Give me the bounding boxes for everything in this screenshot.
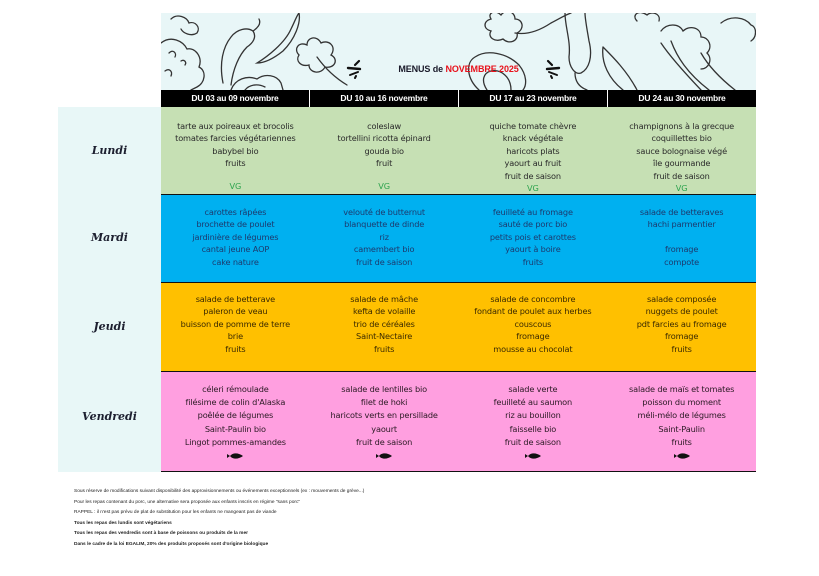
menu-cell bbox=[310, 107, 459, 194]
menu-item: poisson du moment bbox=[642, 397, 721, 408]
menu-item: riz bbox=[379, 231, 389, 242]
menu-cell bbox=[459, 283, 608, 371]
menu-item: jardinière de légumes bbox=[192, 231, 279, 242]
menu-item: salade composée bbox=[647, 294, 717, 304]
note-pork-alternative: Pour les repas contenant du porc, une alternative sera proposée aux enfants inscris en régime "sans porc" bbox=[74, 499, 301, 505]
menu-item: couscous bbox=[514, 318, 552, 329]
menu-item: tortellini ricotta épinard bbox=[337, 133, 431, 144]
day-labels-column bbox=[58, 107, 161, 472]
menu-item: babybel bio bbox=[212, 145, 259, 156]
menu-item: céleri rémoulade bbox=[202, 384, 269, 394]
menu-item: cake nature bbox=[211, 256, 259, 267]
menu-item: coquillettes bio bbox=[651, 133, 712, 144]
menu-item: mousse au chocolat bbox=[493, 343, 573, 354]
menu-item: camembert bio bbox=[353, 244, 415, 255]
menu-cell bbox=[310, 283, 459, 371]
menu-item: cantal jeune AOP bbox=[201, 244, 270, 255]
page-title bbox=[161, 64, 756, 74]
menu-cell bbox=[161, 107, 310, 194]
day-label-vendredi: Vendredi bbox=[82, 410, 137, 423]
menu-item: velouté de butternut bbox=[343, 207, 425, 217]
title-prefix: MENUS de bbox=[398, 64, 446, 74]
fish-icon bbox=[227, 452, 243, 460]
note-egalim: Dans le cadre de la loi EGALIM, 20% des produits proposés sont d'origine biologique bbox=[74, 541, 269, 547]
menu-item: sauté de porc bio bbox=[498, 219, 568, 230]
menu-item: Saint-Paulin bio bbox=[204, 423, 266, 434]
menu-item: brochette de poulet bbox=[196, 219, 275, 230]
vegetable-illustration-icon bbox=[161, 13, 756, 90]
menu-grid bbox=[161, 107, 756, 472]
menu-item: poêlée de légumes bbox=[197, 410, 274, 421]
menu-item: feuilleté au saumon bbox=[493, 397, 573, 408]
menu-item: fromage bbox=[516, 331, 550, 342]
menu-item: fruits bbox=[225, 158, 246, 169]
menu-item: Lingot pommes-amandes bbox=[184, 436, 286, 447]
vegetarian-tag: VG bbox=[527, 183, 539, 194]
menu-item: kefta de volaille bbox=[352, 306, 416, 317]
menu-item: fruit de saison bbox=[504, 436, 561, 447]
menu-item: fruit de saison bbox=[356, 256, 413, 267]
menu-item: fromage bbox=[664, 331, 699, 342]
menu-item: fruit de saison bbox=[504, 170, 561, 181]
menu-item: fondant de poulet aux herbes bbox=[474, 306, 592, 317]
menu-item: faisselle bio bbox=[509, 423, 557, 434]
menu-item: coleslaw bbox=[367, 121, 402, 131]
menu-item: filésime de colin d'Alaska bbox=[185, 397, 286, 408]
menu-item: champignons à la grecque bbox=[629, 121, 735, 131]
fish-icon bbox=[674, 452, 690, 460]
menu-item: méli-mélo de légumes bbox=[637, 410, 726, 421]
menu-item: pdt farcies au fromage bbox=[636, 318, 727, 329]
menu-cell bbox=[161, 283, 310, 371]
menu-item: haricots plats bbox=[506, 145, 560, 156]
menu-cell bbox=[310, 195, 459, 282]
note-monday-vegetarian: Tous les repas des lundis sont végétariens bbox=[74, 520, 172, 526]
week-header-2: DU 10 au 16 novembre bbox=[310, 90, 459, 107]
menu-item: paleron de veau bbox=[203, 306, 268, 317]
menu-item: carottes râpées bbox=[204, 207, 267, 217]
fish-icon bbox=[525, 452, 541, 460]
burst-right-icon bbox=[545, 59, 563, 79]
menu-item: trio de céréales bbox=[353, 318, 415, 329]
note-friday-fish: Tous les repas des vendredis sont à base de poissons ou produits de la mer bbox=[74, 531, 248, 537]
footer-notes bbox=[74, 489, 364, 553]
menu-item: fruits bbox=[671, 436, 692, 447]
menu-item: salade de betterave bbox=[195, 294, 276, 304]
vegetarian-tag: VG bbox=[229, 180, 242, 191]
menu-cell bbox=[459, 195, 608, 282]
title-month: NOVEMBRE 2025 bbox=[445, 64, 519, 74]
menu-item: Saint-Nectaire bbox=[356, 331, 413, 342]
day-label-lundi: Lundi bbox=[91, 144, 128, 157]
week-header-1: DU 03 au 09 novembre bbox=[161, 90, 310, 107]
menu-item: salade de concombre bbox=[490, 294, 576, 304]
menu-item: yaourt à boire bbox=[505, 244, 561, 255]
menu-item: fruits bbox=[671, 343, 692, 354]
menu-item: nuggets de poulet bbox=[645, 306, 718, 317]
row-mardi bbox=[161, 195, 756, 283]
note-reminder: RAPPEL : il n'est pas prévu de plat de substitution pour les enfants ne mangeant pas de viande bbox=[74, 510, 277, 516]
menu-item: salade de lentilles bio bbox=[341, 384, 427, 394]
vegetarian-tag: VG bbox=[675, 183, 688, 194]
menu-item: brie bbox=[227, 331, 244, 342]
menu-cell bbox=[607, 372, 756, 471]
menu-item: yaourt bbox=[371, 423, 397, 434]
menu-item: petits pois et carottes bbox=[489, 231, 576, 242]
menu-item: salade verte bbox=[508, 384, 558, 394]
menu-item: hachi parmentier bbox=[647, 219, 716, 230]
vegetarian-tag: VG bbox=[378, 180, 390, 191]
day-label-jeudi: Jeudi bbox=[93, 320, 126, 333]
menu-item: salade de betteraves bbox=[639, 207, 724, 217]
menu-item: riz au bouillon bbox=[505, 410, 561, 421]
menu-item: fruit de saison bbox=[653, 170, 710, 181]
menu-item: knack végétale bbox=[502, 133, 564, 144]
menu-item: salade de mâche bbox=[350, 294, 418, 304]
menu-cell bbox=[607, 283, 756, 371]
menu-cell bbox=[161, 195, 310, 282]
row-jeudi bbox=[161, 283, 756, 372]
menu-cell bbox=[607, 195, 756, 282]
menu-item: filet de hoki bbox=[360, 397, 408, 408]
menu-item: fruit bbox=[376, 158, 393, 169]
menu-item: gouda bio bbox=[364, 145, 404, 156]
menu-item: fromage bbox=[664, 244, 699, 255]
row-vendredi bbox=[161, 372, 756, 472]
menu-cell bbox=[459, 107, 608, 194]
menu-cell bbox=[607, 107, 756, 194]
menu-item: quiche tomate chèvre bbox=[489, 121, 577, 131]
menu-item: yaourt au fruit bbox=[504, 158, 562, 169]
menu-item: île gourmande bbox=[652, 158, 711, 169]
menu-item: fruits bbox=[373, 343, 395, 354]
menu-item: fruits bbox=[225, 343, 246, 354]
menu-cell bbox=[459, 372, 608, 471]
note-disclaimer: Sous réserve de modifications suivant disponibilité des approvisionnements ou événements exceptionnels (ex : mouvements de grève...) bbox=[74, 489, 365, 494]
menu-item: fruit de saison bbox=[356, 436, 413, 447]
menu-item: compote bbox=[664, 256, 700, 267]
day-label-mardi: Mardi bbox=[91, 231, 128, 244]
menu-item: tomates farcies végétariennes bbox=[175, 133, 296, 144]
menu-item: haricots verts en persillade bbox=[330, 410, 438, 421]
menu-item: feuilleté au fromage bbox=[492, 207, 573, 217]
header-banner bbox=[161, 13, 756, 90]
fish-icon bbox=[376, 452, 392, 460]
menu-item: Saint-Paulin bbox=[658, 423, 705, 434]
menu-cell bbox=[310, 372, 459, 471]
week-header-4: DU 24 au 30 novembre bbox=[638, 93, 726, 103]
menu-cell bbox=[161, 372, 310, 471]
menu-item: salade de maïs et tomates bbox=[629, 384, 735, 394]
menu-item: tarte aux poireaux et brocolis bbox=[177, 121, 294, 131]
week-header-3: DU 17 au 23 novembre bbox=[459, 90, 608, 107]
menu-item: blanquette de dinde bbox=[344, 219, 425, 230]
menu-item: fruits bbox=[522, 256, 544, 267]
menu-item: sauce bolognaise végé bbox=[636, 145, 727, 156]
menu-item: buisson de pomme de terre bbox=[180, 318, 291, 329]
week-header-row bbox=[161, 90, 756, 107]
row-lundi bbox=[161, 107, 756, 195]
